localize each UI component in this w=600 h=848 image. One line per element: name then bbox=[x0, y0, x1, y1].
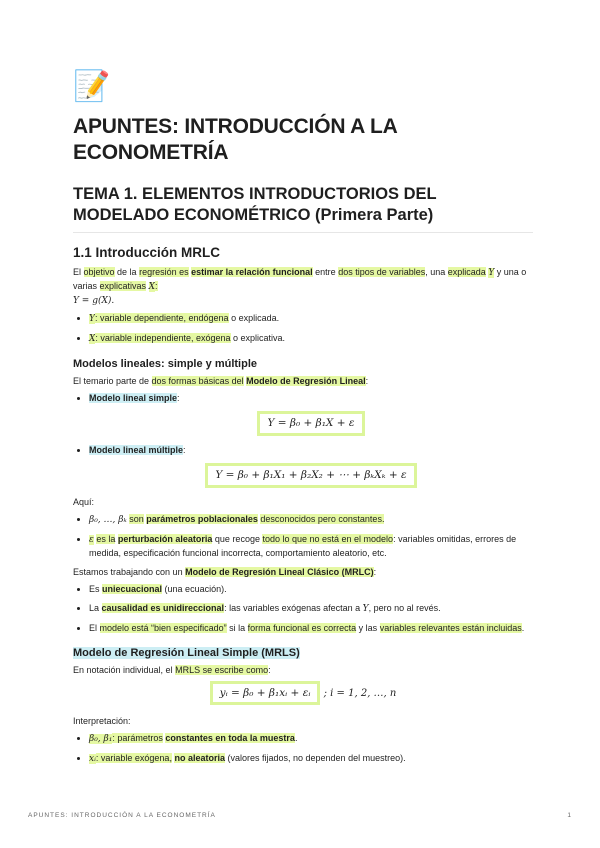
mrls-equation-row: yᵢ = β₀ + β₁xᵢ + εᵢ ; i = 1, 2, …, n bbox=[73, 681, 533, 705]
list-item: • ε es la perturbación aleatoria que recoge todo lo que no está en el modelo: variables omitidas, errores de medida, especificación funcional incorrecta, comportamiento aleatorio, etc. bbox=[89, 533, 533, 560]
mrls-heading: Modelo de Regresión Lineal Simple (MRLS) bbox=[73, 647, 300, 659]
mrls-equation: yᵢ = β₀ + β₁xᵢ + εᵢ bbox=[210, 681, 321, 705]
document-page bbox=[73, 70, 533, 772]
linear-models-heading: Modelos lineales: simple y múltiple bbox=[73, 358, 257, 370]
function-equation: Y = g(X). bbox=[73, 296, 115, 306]
page-number: 1 bbox=[567, 812, 572, 819]
list-item: • Y: variable dependiente, endógena o explicada. bbox=[89, 312, 533, 326]
page-title: APUNTES: INTRODUCCIÓN A LA ECONOMETRÍA bbox=[73, 115, 397, 164]
mrls-intro: En notación individual, el MRLS se escribe como: bbox=[73, 665, 271, 675]
list-item: • β₀, β₁: parámetros constantes en toda la muestra. bbox=[89, 732, 533, 746]
multiple-model-equation: Y = β₀ + β₁X₁ + β₂X₂ + ⋯ + βₖXₖ + ε bbox=[205, 463, 416, 488]
intro-paragraph: El objetivo de la regresión es estimar la relación funcional entre dos tipos de variables, una explicada Y y una o varias explicativas X: Y = g(X). bbox=[73, 267, 527, 306]
aqui-label: Aquí: bbox=[73, 497, 95, 507]
list-item: • X: variable independiente, exógena o explicativa. bbox=[89, 332, 533, 346]
topic-heading: TEMA 1. ELEMENTOS INTRODUCTORIOS DEL MODELADO ECONOMÉTRICO (Primera Parte) bbox=[73, 184, 533, 233]
simple-model-equation: Y = β₀ + β₁X + ε bbox=[257, 411, 364, 436]
variable-list bbox=[73, 312, 533, 346]
interpretation-label: Interpretación: bbox=[73, 716, 131, 726]
list-item: • El modelo está “bien especificado” si la forma funcional es correcta y las variables relevantes están incluidas. bbox=[89, 622, 533, 635]
list-item: • xᵢ: variable exógena, no aleatoria (valores fijados, no dependen del muestreo). bbox=[89, 752, 533, 766]
list-item: • Modelo lineal simple: Y = β₀ + β₁X + ε bbox=[89, 392, 533, 436]
section-intro-mrlc-heading: 1.1 Introducción MRLC bbox=[73, 245, 221, 260]
page-footer bbox=[28, 812, 572, 819]
memo-icon: 📝 bbox=[73, 70, 111, 103]
linear-models-intro: El temario parte de dos formas básicas del Modelo de Regresión Lineal: bbox=[73, 376, 369, 386]
list-item: • β₀, …, βₖ son parámetros poblacionales desconocidos pero constantes. bbox=[89, 513, 533, 527]
list-item: • La causalidad es unidireccional: las variables exógenas afectan a Y, pero no al revés. bbox=[89, 602, 533, 616]
list-item: • Es uniecuacional (una ecuación). bbox=[89, 583, 533, 596]
mrlc-intro: Estamos trabajando con un Modelo de Regresión Lineal Clásico (MRLC): bbox=[73, 567, 377, 577]
footer-title: APUNTES: INTRODUCCIÓN A LA ECONOMETRÍA bbox=[28, 812, 216, 819]
list-item: • Modelo lineal múltiple: Y = β₀ + β₁X₁ + β₂X₂ + ⋯ + βₖXₖ + ε bbox=[89, 444, 533, 488]
